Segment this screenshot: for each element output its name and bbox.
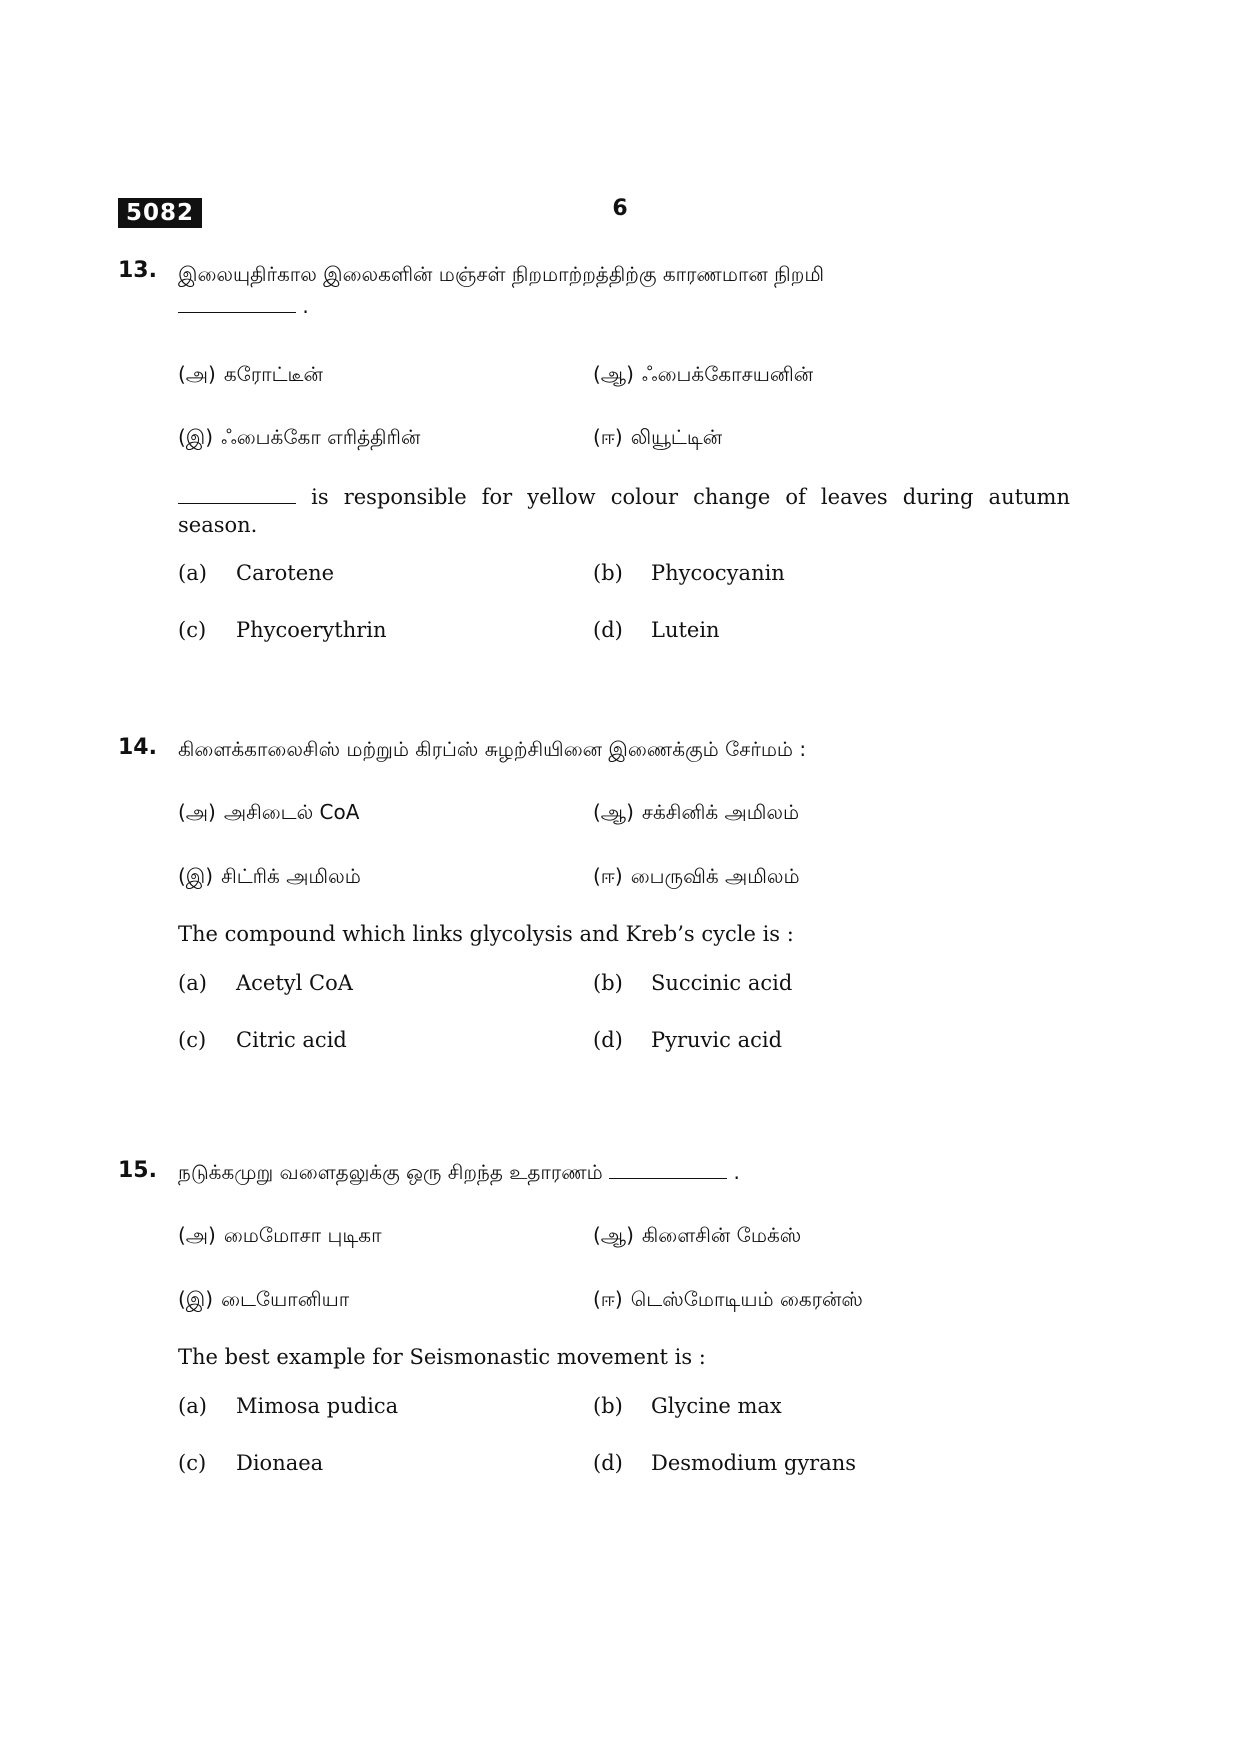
tamil-stem-text: கிளைக்காலைசிஸ் மற்றும் கிரப்ஸ் சுழற்சியினை இணைக்கும் சேர்மம் :	[178, 737, 807, 761]
tamil-stem-end: .	[302, 294, 309, 318]
question-14	[118, 735, 1070, 1086]
english-options	[178, 1394, 1070, 1509]
option-b: (b) Succinic acid	[593, 971, 793, 995]
option-c: (c) Phycoerythrin	[178, 618, 387, 642]
english-stem-text: The compound which links glycolysis and Kreb’s cycle is :	[178, 922, 794, 946]
paper-code-badge: 5082	[118, 198, 202, 228]
option-d: (d) Desmodium gyrans	[593, 1451, 857, 1475]
english-options	[178, 561, 1070, 676]
option-b-tamil: (ஆ) சக்சினிக் அமிலம்	[593, 800, 800, 824]
tamil-stem-text: நடுக்கமுறு வளைதலுக்கு ஒரு சிறந்த உதாரணம்	[178, 1160, 603, 1184]
option-row	[178, 1451, 1070, 1509]
option-a: (a) Carotene	[178, 561, 335, 585]
tamil-stem-text: இலையுதிர்கால இலைகளின் மஞ்சள் நிறமாற்றத்திற்கு காரணமான நிறமி	[178, 262, 825, 286]
tamil-options	[178, 800, 1070, 922]
option-row	[178, 971, 1070, 1028]
tamil-options	[178, 1223, 1070, 1345]
tamil-options	[178, 362, 1070, 485]
option-d-tamil: (ஈ) டெஸ்மோடியம் கைரன்ஸ்	[593, 1287, 863, 1311]
option-a-tamil: (அ) கரோட்டீன்	[178, 362, 323, 386]
page-number: 6	[612, 196, 628, 221]
option-row	[178, 864, 1070, 922]
question-tamil-stem	[178, 735, 1070, 764]
question-tamil-stem	[178, 1158, 1070, 1187]
option-c-tamil: (இ) சிட்ரிக் அமிலம்	[178, 864, 361, 888]
option-row	[178, 362, 1070, 425]
option-row	[178, 1287, 1070, 1345]
option-c: (c) Citric acid	[178, 1028, 347, 1052]
question-number: 13.	[118, 258, 157, 283]
answer-blank	[178, 485, 296, 504]
option-b-tamil: (ஆ) ஃபைக்கோசயனின்	[593, 362, 814, 386]
option-d-tamil: (ஈ) லியூட்டின்	[593, 425, 723, 449]
option-a-tamil: (அ) மைமோசா புடிகா	[178, 1223, 382, 1247]
option-b-tamil: (ஆ) கிளைசின் மேக்ஸ்	[593, 1223, 802, 1247]
question-english-stem	[178, 483, 1070, 539]
option-d-tamil: (ஈ) பைருவிக் அமிலம்	[593, 864, 800, 888]
english-stem-text: is responsible for yellow colour change of leaves during autumn season.	[178, 485, 1070, 537]
option-c: (c) Dionaea	[178, 1451, 324, 1475]
answer-blank	[178, 294, 296, 313]
question-english-stem	[178, 920, 1070, 949]
option-a: (a) Acetyl CoA	[178, 971, 353, 995]
option-row	[178, 561, 1070, 618]
option-row	[178, 618, 1070, 676]
question-english-stem	[178, 1343, 1070, 1372]
option-c-tamil: (இ) ஃபைக்கோ எரித்திரின்	[178, 425, 421, 449]
question-13	[118, 258, 1070, 676]
question-tamil-stem	[178, 258, 1070, 322]
option-a-tamil: (அ) அசிடைல் CoA	[178, 800, 360, 824]
option-row	[178, 425, 1070, 485]
option-row	[178, 800, 1070, 864]
option-c-tamil: (இ) டையோனியா	[178, 1287, 350, 1311]
option-row	[178, 1223, 1070, 1287]
tamil-stem-end: .	[733, 1160, 740, 1184]
option-b: (b) Phycocyanin	[593, 561, 785, 585]
english-options	[178, 971, 1070, 1086]
option-d: (d) Lutein	[593, 618, 720, 642]
option-row	[178, 1028, 1070, 1086]
option-b: (b) Glycine max	[593, 1394, 782, 1418]
answer-blank	[609, 1160, 727, 1179]
option-row	[178, 1394, 1070, 1451]
option-a: (a) Mimosa pudica	[178, 1394, 399, 1418]
english-stem-text: The best example for Seismonastic movement is :	[178, 1345, 706, 1369]
question-number: 15.	[118, 1158, 157, 1183]
option-d: (d) Pyruvic acid	[593, 1028, 783, 1052]
question-15	[118, 1158, 1070, 1509]
question-number: 14.	[118, 735, 157, 760]
